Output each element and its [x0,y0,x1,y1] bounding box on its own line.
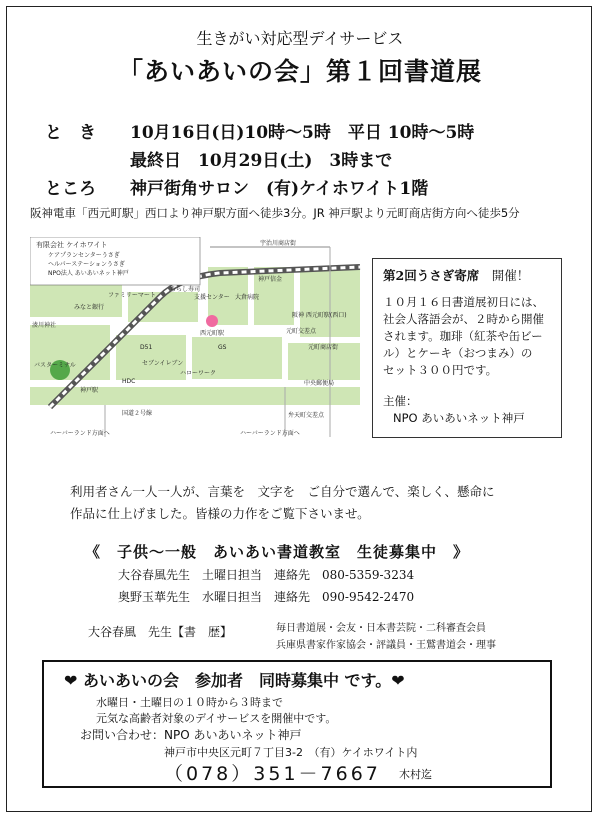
map-service-1: ケアプランセンターうさぎ [48,252,120,259]
map-service-2: ヘルパーステーションうさぎ [48,261,125,268]
map-chirashi: ちらし寿司 [170,286,201,293]
map-harbor-2: ハーバーランド方面へ [240,430,300,437]
event-subtitle: 生きがい対応型デイサービス [196,29,404,48]
map-hdc: HDC [122,378,136,385]
last-day-text: 最終日 10月29日(土) 3時まで [130,151,393,171]
rakugo-title-bold: 第2回うさぎ寄席 [383,268,480,283]
rakugo-body-1: １０月１６日書道展初日には、 [383,295,544,309]
place-label: ところ [45,179,96,199]
venue-marker [206,315,218,327]
contact-label: お問い合わせ：NPO あいあいネット神戸 [80,728,302,742]
map-ogura: 大倉病院 [235,294,260,301]
rakugo-title [383,267,551,284]
map-hellowork: ハローワーク [180,370,217,377]
history-line-1: 毎日書道展・会友・日本書芸院・二科審査会員 [276,623,486,634]
message-line-2: 作品に仕上げました。皆様の力作をご覧下さいませ。 [70,506,370,521]
map-mizuho: みなと銀行 [74,304,105,311]
event-title: 「あいあいの会」第１回書道展 [117,57,482,86]
map-minatogawa: 湊川神社 [32,322,57,329]
teacher-1: 大谷春風先生 土曜日担当 連絡先 080-5359-3234 [118,568,415,582]
place-text: 神戸街角サロン (有)ケイホワイト1階 [130,179,429,199]
map-bentencho: 弁天町交差点 [288,412,325,419]
rakugo-body-3: されます。珈琲（紅茶や缶ビー [383,329,543,343]
rakugo-body-5: セット３００円です。 [383,363,498,377]
map-d51: D51 [140,344,153,351]
map-uji: 宇治川商店街 [260,240,297,247]
access-map [30,237,365,437]
rakugo-body-4: ル）とケーキ（おつまみ）の [383,346,533,360]
contact-address: 神戸市中央区元町７丁目3-2 （有）ケイホワイト内 [164,746,418,759]
join-line-1: 水曜日・土曜日の１０時から３時まで [96,696,283,709]
map-hanshin: 阪神 西元町駅(西口) [292,312,347,319]
class-recruit-heading: 《 子供～一般 あいあい書道教室 生徒募集中 》 [85,543,470,561]
rakugo-sponsor-label: 主催： [383,394,418,408]
map-harbor-1: ハーバーランド方面へ [50,430,110,437]
map-route2: 国道２号線 [122,410,153,417]
map-bus: バスターミナル [34,362,76,369]
map-shien: 支援センター [194,294,230,301]
map-motomachi-cross: 元町交差点 [286,328,317,335]
map-family: ファミリーマート [108,292,156,299]
contact-person: 木村迄 [399,768,432,781]
contact-phone: （078）351－7667 [164,763,381,785]
rakugo-sponsor: NPO あいあいネット神戸 [393,411,525,425]
map-chuo: 中央郵便局 [304,380,335,387]
map-kobeeki: 神戸駅 [80,387,99,394]
access-directions: 阪神電車「西元町駅」西口より神戸駅方面へ徒歩3分。JR 神戸駅より元町商店街方向へ徒歩5分 [30,206,520,220]
participant-recruit-box [42,660,552,788]
rakugo-body-2: 社会人落語会が、２時から開催 [383,312,544,326]
join-line-2: 元気な高齢者対象のデイサービスを開催中です。 [96,712,337,725]
join-heading: ❤ あいあいの会 参加者 同時募集中 です。❤ [64,671,405,690]
map-motomachi-shop: 元町商店街 [308,344,339,351]
map-company: 有限会社 ケイホワイト [36,241,108,249]
date-label: と き [45,123,96,143]
history-label: 大谷春風 先生【書 歴】 [88,625,233,639]
rakugo-event-box [372,258,562,438]
map-kobe-toshin: 神戸信金 [258,276,283,283]
map-gs: GS [218,344,227,351]
teacher-2: 奥野玉華先生 水曜日担当 連絡先 090-9542-2470 [118,590,415,604]
date-text: 10月16日(日)10時～5時 平日 10時～5時 [130,123,475,143]
map-seven: セブンイレブン [142,360,184,367]
history-line-2: 兵庫県書家作家協会・評議員・王鷲書道会・理事 [276,640,496,651]
message-line-1: 利用者さん一人一人が、言葉を 文字を ご自分で選んで、楽しく、懸命に [70,484,495,499]
rakugo-title-rest: 開催！ [479,268,530,283]
map-service-3: NPO法人 あいあいネット神戸 [48,270,129,277]
map-nishimotomachi: 西元町駅 [200,330,225,337]
